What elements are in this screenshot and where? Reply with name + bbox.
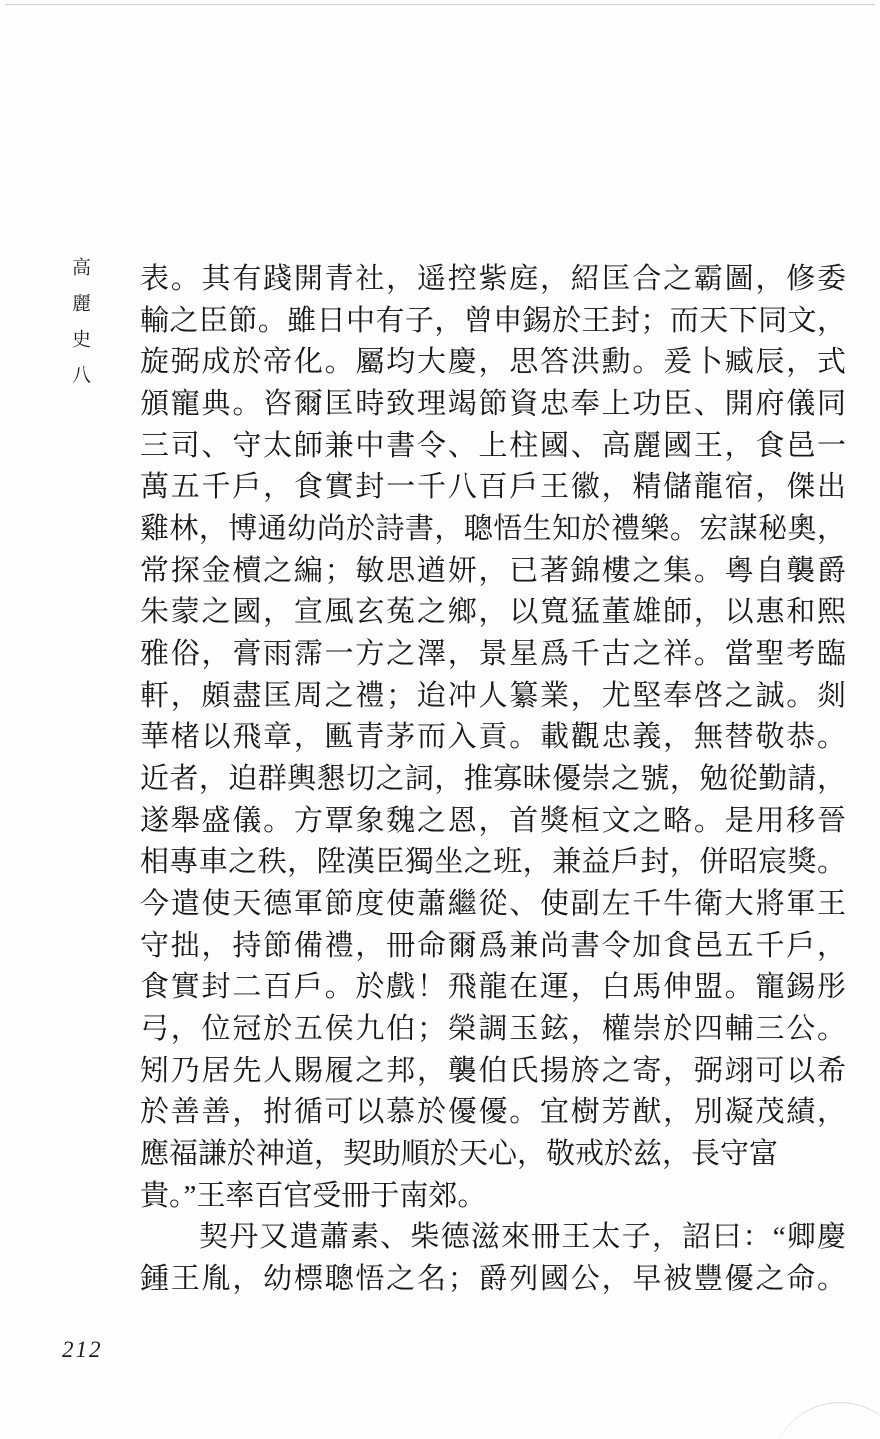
text-line: 應福謙於神道，契助順於天心，敬戒於兹，長守富 <box>140 1138 779 1171</box>
text-line: 貴。”王率百官受冊于南郊。 <box>140 1179 487 1212</box>
text-line: 朱蒙之國，宣風玄菟之鄉，以寬猛董雄師，以惠和熙 <box>140 596 846 629</box>
text-line: 雅俗，膏雨霈一方之澤，景星爲千古之祥。當聖考臨 <box>140 638 846 671</box>
text-line: 常探金櫝之編；敏思遒妍，已著錦樓之集。粵自襲爵 <box>140 554 846 587</box>
text-line: 於善善，拊循可以慕於優優。宜樹芳猷，別凝茂績， <box>140 1096 846 1129</box>
text-line: 相專車之秩，陞漢臣獨坐之班，兼益戶封，併昭宸獎。 <box>140 846 846 879</box>
text-line: 遂舉盛儀。方覃象魏之恩，首獎桓文之略。是用移晉 <box>140 804 846 837</box>
text-line: 旋弼成於帝化。屬均大慶，思答洪勳。爰卜臧辰，式 <box>140 346 846 379</box>
text-line: 表。其有踐開青社，遥控紫庭，紹匡合之霸圖，修委 <box>140 263 846 295</box>
text-line: 食實封二百戶。於戲！飛龍在運，白馬伸盟。寵錫彤 <box>140 971 846 1004</box>
text-line: 近者，迫群輿懇切之詞，推寡昧優崇之號，勉從勤請， <box>140 763 846 796</box>
text-line: 鍾王胤，幼標聰悟之名；爵列國公，早被豐優之命。 <box>140 1263 846 1296</box>
margin-volume-title: 高麗史八 <box>69 257 90 401</box>
text-line: 軒，頗盡匡周之禮；迨冲人纂業，尤堅奉啓之誠。剡 <box>140 679 846 712</box>
text-line: 華楮以飛章，匭青茅而入貢。載觀忠義，無替敬恭。 <box>140 721 846 754</box>
text-line: 萬五千戶，食實封一千八百戶王徽，精儲龍宿，傑出 <box>140 471 846 504</box>
body-text-block <box>140 259 846 1301</box>
text-line: 三司、守太師兼中書令、上柱國、高麗國王，食邑一 <box>140 429 846 462</box>
text-line: 輸之臣節。雖日中有子，曾申錫於王封；而天下同文， <box>140 304 846 337</box>
text-line: 雞林，博通幼尚於詩書，聰悟生知於禮樂。宏謀秘奧， <box>140 513 846 546</box>
scan-edge-artifact-top <box>5 4 875 5</box>
text-line: 頒寵典。咨爾匡時致理竭節資忠奉上功臣、開府儀同 <box>140 388 846 421</box>
text-line: 守拙，持節備禮，冊命爾爲兼尚書令加食邑五千戶， <box>140 929 846 962</box>
text-line-paragraph-start: 契丹又遣蕭素、柴德滋來冊王太子，詔曰：“卿慶 <box>199 1221 846 1254</box>
scan-edge-artifact-corner <box>770 1402 880 1439</box>
page-number: 212 <box>62 1337 103 1362</box>
text-line: 矧乃居先人賜履之邦，襲伯氏揚旍之寄，弼翊可以希 <box>140 1054 846 1087</box>
text-line: 弓，位冠於五侯九伯；榮調玉鉉，權崇於四輔三公。 <box>140 1013 846 1046</box>
text-line: 今遣使天德軍節度使蕭繼從、使副左千牛衛大將軍王 <box>140 888 846 921</box>
